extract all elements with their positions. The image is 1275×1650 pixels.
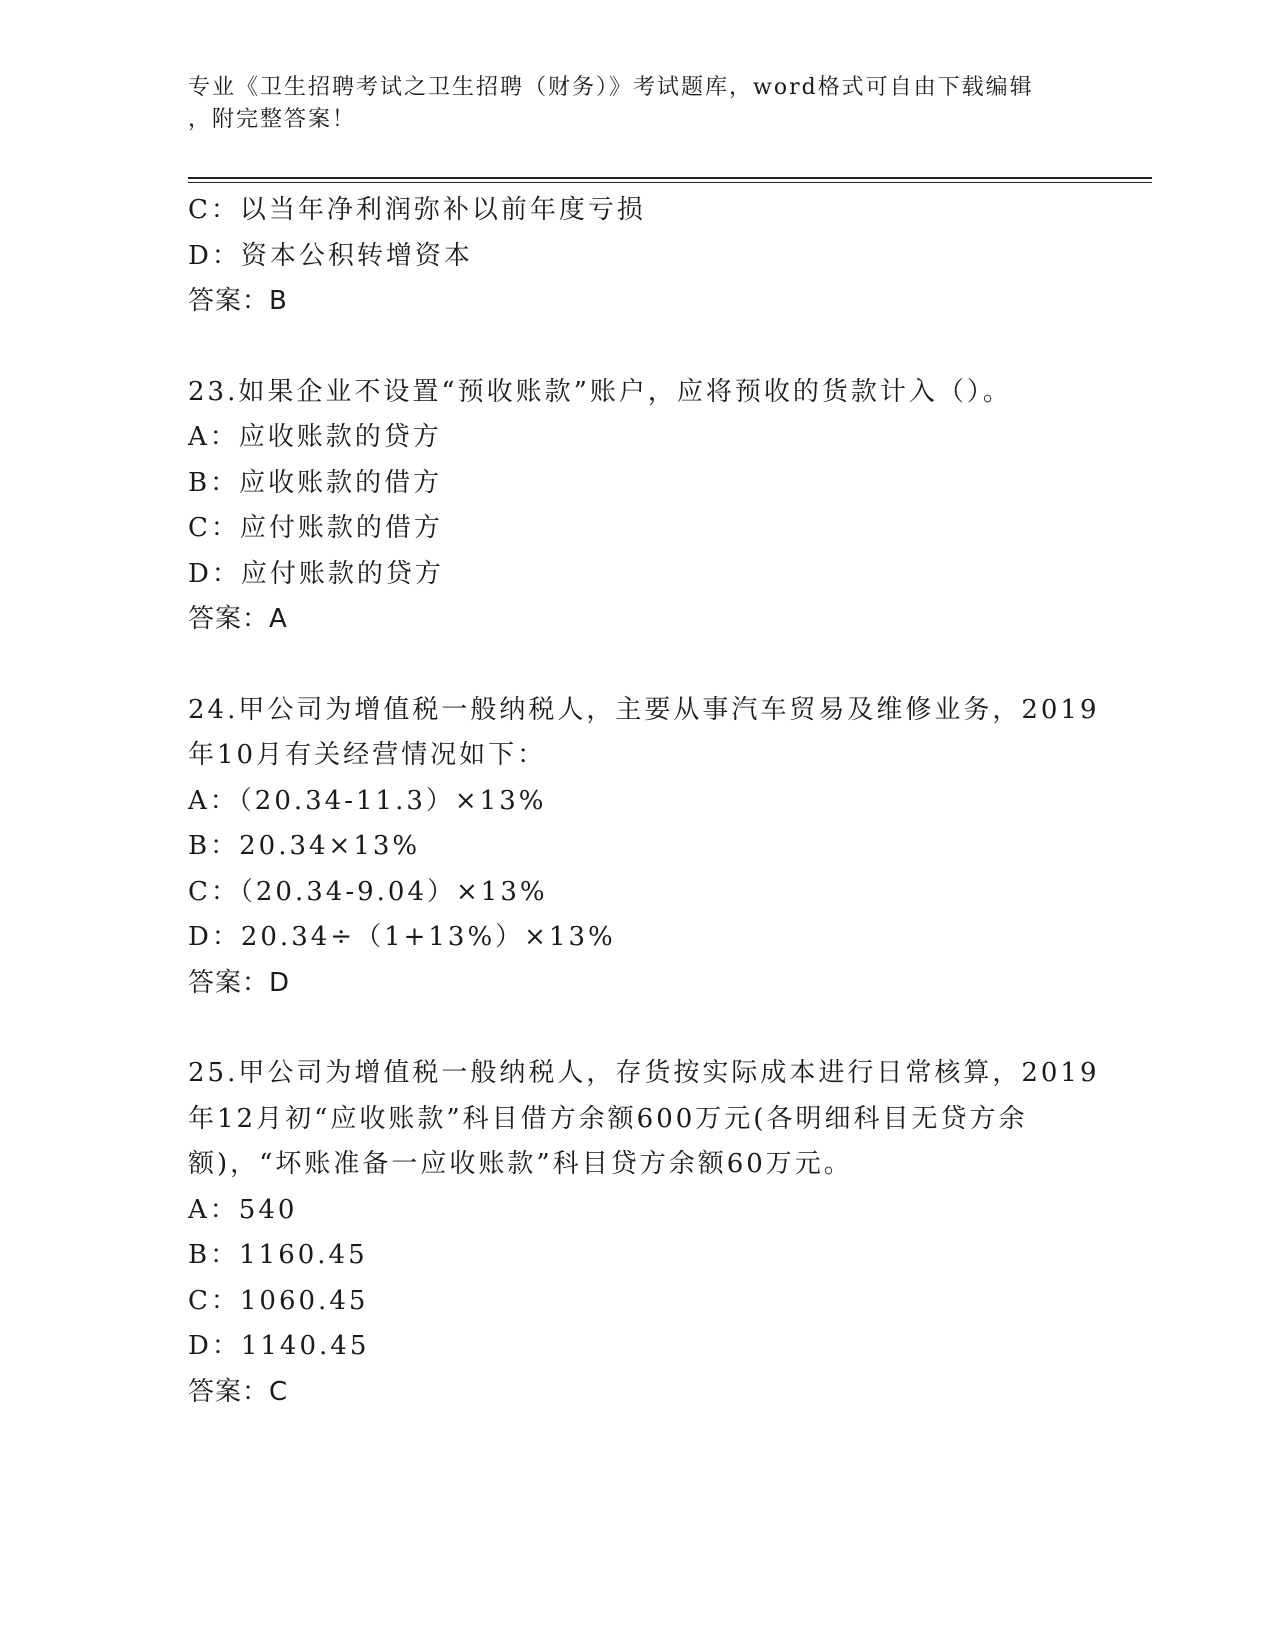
header-line-1: 专业《卫生招聘考试之卫生招聘（财务）》考试题库，word格式可自由下载编辑 [188,75,1034,100]
option-b: B：20.34×13% [188,831,421,861]
question-stem-continued: 年10月有关经营情况如下： [188,740,547,770]
option-a: A：应收账款的贷方 [188,422,442,452]
question-block-24 [188,688,1100,1007]
option-b: B：应收账款的借方 [188,467,443,498]
question-stem: 25.甲公司为增值税一般纳税人，存货按实际成本进行日常核算，2019 [188,1058,1100,1088]
option-c: C：以当年净利润弥补以前年度亏损 [188,195,646,225]
option-a: A：（20.34-11.3）×13% [188,785,547,816]
answer-line: 答案：D [188,967,291,998]
spacer [188,325,1088,370]
answer-line: 答案：B [188,286,288,316]
spacer [188,643,1088,688]
question-block-22 [188,188,1088,325]
document-body [188,188,1100,1415]
option-a: A：540 [188,1194,298,1225]
header-divider-thick [188,177,1152,179]
option-b: B：1160.45 [188,1240,368,1270]
header-divider-thin [188,182,1152,183]
header-line-2: ，附完整答案！ [188,107,357,132]
question-stem-continued: 额)，“坏账准备一应收账款”科目贷方余额60万元。 [188,1149,853,1179]
option-d: D：1140.45 [188,1331,370,1361]
question-stem: 24.甲公司为增值税一般纳税人，主要从事汽车贸易及维修业务，2019 [188,694,1100,725]
option-c: C：（20.34-9.04）×13% [188,876,548,907]
document-header [188,72,1088,136]
answer-line: 答案：A [188,604,288,634]
option-d: D：资本公积转增资本 [188,240,473,271]
option-d: D：应付账款的贷方 [188,558,444,589]
answer-line: 答案：C [188,1376,289,1407]
question-block-25 [188,1051,1100,1415]
option-c: C：1060.45 [188,1285,369,1316]
spacer [188,1006,1088,1051]
question-stem-continued: 年12月初“应收账款”科目借方余额600万元(各明细科目无贷方余 [188,1103,1028,1134]
option-d: D：20.34÷（1+13%）×13% [188,922,616,952]
question-stem: 23.如果企业不设置“预收账款”账户，应将预收的货款计入（）。 [188,376,1012,407]
option-c: C：应付账款的借方 [188,513,443,543]
question-block-23 [188,370,1088,643]
